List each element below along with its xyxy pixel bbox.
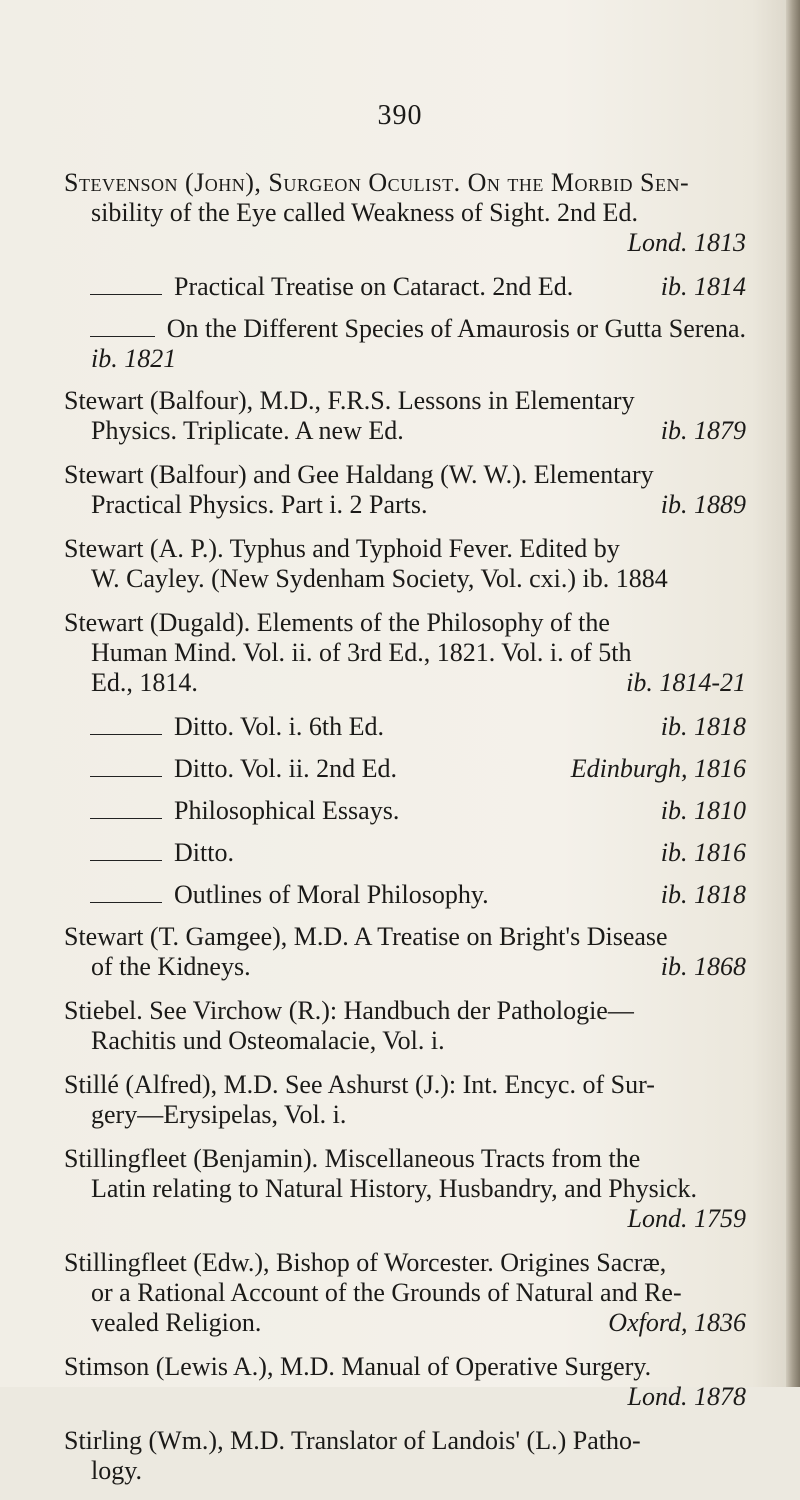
entry-line: of the Kidneys.: [91, 952, 251, 981]
entry-line: Latin relating to Natural History, Husbandry, and Physick.: [91, 1174, 698, 1203]
ditto-dash: [90, 734, 162, 735]
entry-dugald-essays: [64, 796, 746, 826]
entry-dugald-ditto-1: [64, 712, 746, 742]
entry-stewart-balfour: [64, 386, 746, 446]
entry-imprint: ib. 1814-21: [626, 668, 746, 697]
entry-line: Stimson (Lewis A.), M.D. Manual of Operative Surgery.: [64, 1352, 652, 1381]
entry-line: Stillé (Alfred), M.D. See Ashurst (J.): Int. Encyc. of Sur-: [64, 1070, 655, 1099]
entry-line: Stillingfleet (Benjamin). Miscellaneous Tracts from the: [64, 1144, 641, 1173]
entry-line: Stewart (Balfour), M.D., F.R.S. Lessons in Elementary: [64, 386, 635, 415]
entry-dugald-outlines: [64, 880, 746, 910]
entry-stevenson-line-1: Stevenson (John), Surgeon Oculist. On the Morbid Sen-: [64, 168, 690, 197]
entry-line: logy.: [91, 1456, 143, 1485]
ditto-dash: [90, 902, 162, 903]
entry-dugald-ditto-3: [64, 838, 746, 868]
sub-title: Outlines of Moral Philosophy.: [174, 880, 489, 909]
entry-imprint: ib. 1889: [660, 490, 746, 519]
entry-dugald-ditto-2: [64, 754, 746, 784]
entry-line: Stewart (T. Gamgee), M.D. A Treatise on Bright's Disease: [64, 922, 668, 951]
ditto-dash: [90, 860, 162, 861]
sub-imprint: ib. 1814: [660, 272, 746, 301]
entry-stiebel: [64, 996, 746, 1056]
entry-line: Stiebel. See Virchow (R.): Handbuch der Pathologie—: [64, 996, 634, 1025]
entry-imprint: ib. 1879: [660, 416, 746, 445]
bibliography-list: [64, 168, 746, 1500]
entry-line: Physics. Triplicate. A new Ed.: [91, 416, 404, 445]
ditto-dash: [90, 336, 155, 337]
entry-line: Practical Physics. Part i. 2 Parts.: [91, 490, 428, 519]
entry-line: Human Mind. Vol. ii. of 3rd Ed., 1821. Vol. i. of 5th: [91, 638, 632, 667]
entry-line: or a Rational Account of the Grounds of Natural and Re-: [91, 1278, 682, 1307]
entry-stewart-ap: [64, 534, 746, 594]
page-number: 390: [377, 100, 423, 131]
entry-stevenson-imprint: Lond. 1813: [627, 228, 746, 257]
entry-line: Stewart (Balfour) and Gee Haldang (W. W.). Elementary: [64, 460, 654, 489]
sub-imprint: ib. 1818: [660, 712, 746, 741]
sub-title: Ditto.: [174, 838, 234, 867]
entry-stevenson-amaurosis: [64, 314, 746, 374]
entry-line: gery—Erysipelas, Vol. i.: [91, 1100, 347, 1129]
entry-imprint: ib. 1868: [660, 952, 746, 981]
entry-imprint: Lond. 1878: [627, 1382, 746, 1411]
entry-line: Stewart (Dugald). Elements of the Philosophy of the: [64, 608, 610, 637]
entry-stevenson-cataract: [64, 272, 746, 302]
ditto-dash: [90, 776, 162, 777]
sub-imprint: ib. 1821: [91, 344, 177, 373]
entry-stewart-haldang: [64, 460, 746, 520]
ditto-dash: [90, 818, 162, 819]
entry-stewart-gamgee: [64, 922, 746, 982]
sub-imprint: ib. 1816: [660, 838, 746, 867]
sub-title: Practical Treatise on Cataract. 2nd Ed.: [174, 272, 574, 301]
entry-stevenson: [64, 168, 746, 258]
sub-title: Philosophical Essays.: [174, 796, 400, 825]
entry-stirling: [64, 1426, 746, 1486]
entry-imprint: Lond. 1759: [627, 1204, 746, 1233]
entry-stevenson-line-2: sibility of the Eye called Weakness of Sight. 2nd Ed.: [91, 198, 638, 227]
entry-line: Stillingfleet (Edw.), Bishop of Worcester. Origines Sacræ,: [64, 1248, 667, 1277]
entry-line: W. Cayley. (New Sydenham Society, Vol. cxi.) ib. 1884: [91, 564, 668, 593]
entry-stewart-dugald: [64, 608, 746, 698]
sub-title: On the Different Species of Amaurosis or Gutta Serena.: [166, 314, 746, 343]
entry-imprint: Oxford, 1836: [608, 1308, 746, 1337]
sub-imprint: Edinburgh, 1816: [570, 754, 746, 783]
entry-line: Rachitis und Osteomalacie, Vol. i.: [91, 1026, 445, 1055]
ditto-dash: [90, 294, 162, 295]
sub-imprint: ib. 1810: [660, 796, 746, 825]
entry-stillingfleet-edw: [64, 1248, 746, 1338]
entry-line: Stirling (Wm.), M.D. Translator of Landois' (L.) Patho-: [64, 1426, 641, 1455]
entry-line: Ed., 1814.: [91, 668, 198, 697]
sub-title: Ditto. Vol. i. 6th Ed.: [174, 712, 384, 741]
sub-title: Ditto. Vol. ii. 2nd Ed.: [174, 754, 397, 783]
entry-stillingfleet-benjamin: [64, 1144, 746, 1234]
page-edge-shadow: [786, 0, 800, 1387]
entry-line: vealed Religion.: [91, 1308, 262, 1337]
sub-imprint: ib. 1818: [660, 880, 746, 909]
entry-stimson: [64, 1352, 746, 1412]
entry-line: Stewart (A. P.). Typhus and Typhoid Fever. Edited by: [64, 534, 620, 563]
entry-stille: [64, 1070, 746, 1130]
